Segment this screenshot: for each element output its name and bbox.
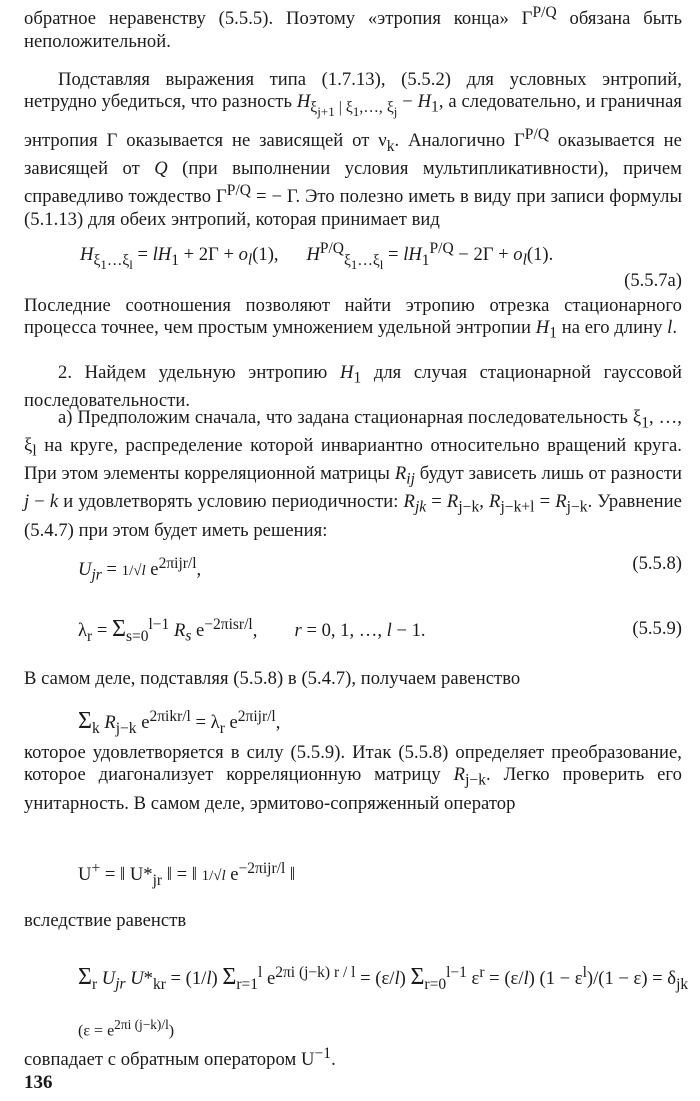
- paragraph-5: а) Предположим сначала, что задана стационарная последовательность $\xi_1$, …, $\xi_l$ на круге, распределение которой инвариантно относительно вращений круга. При этом элементы корреляционной матрицы $R_{ij}$ будут зависеть лишь от разности j − k и удовлетворять условию периодичности: $R_{jk} = R_{j-k}$, $R_{j-k+l} = R_{j-k}$. Уравнение (5.4.7) при этом будет иметь решения:: [24, 407, 682, 541]
- paragraph-3: Последние соотношения позволяют найти этропию отрезка стационарного процесса точнее, чем простым умножением удельной энтропии $H_1$ на его длину l.: [24, 295, 682, 343]
- equation-5-5-8: $U_{jr} = 1/√l$ $e^{2\pi ijr/l}$,: [78, 555, 202, 584]
- paragraph-7: которое удовлетворяется в силу (5.5.9). Итак (5.5.8) определяет преобразование, которое диагонализует корреляционную матрицу $R_{j-k}$. Легко проверить его унитарность. В самом деле, эрмитово-сопряженный оператор: [24, 742, 682, 814]
- equation-label-5-5-7a: (5.5.7a): [624, 270, 682, 291]
- equation-5-5-7a: $H_{\xi_1\dots\xi_l} = lH_1 + 2\Gamma + o_l(1)$, $H^{P/Q}_{\xi_1\dots\xi_l} = lH_1^{P/Q} - 2\Gamma + o_l(1)$.: [80, 240, 554, 272]
- equation-substitution: $\Sigma_k$ $R_{j-k}$ $e^{2\pi ikr/l} = \lambda_r$ $e^{2\pi ijr/l}$,: [78, 708, 281, 737]
- paragraph-4: 2. Найдем удельную энтропию $H_1$ для случая стационарной гауссовой последовательности.: [24, 362, 682, 412]
- equation-hermitian-operator: U+ = ‖ $U*_{jr}$ ‖ = ‖ 1/√l $e^{-2\pi ijr/l}$ ‖: [78, 860, 296, 889]
- equation-label-5-5-8: (5.5.8): [632, 553, 682, 574]
- page-number: 136: [24, 1072, 53, 1093]
- paragraph-1: обратное неравенству (5.5.5). Поэтому «этропия конца» $\Gamma^{P/Q}$ обязана быть неположительной.: [24, 4, 682, 52]
- equation-5-5-9: $\lambda_r = \Sigma_{s=0}^{l-1}$ $R_s$ $e^{-2\pi isr/l}$, r = 0, 1, …, l − 1.: [78, 616, 426, 645]
- equation-epsilon-definition: $(\varepsilon = e^{2\pi i (j-k)/l})$: [78, 1017, 175, 1040]
- paragraph-8: вследствие равенств: [24, 910, 187, 931]
- paragraph-2: Подставляя выражения типа (1.7.13), (5.5.2) для условных энтропий, нетрудно убедиться, что разность $H_{\xi_{j+1} | \xi_1,\dots, \xi_j} - H_1$, а следовательно, и граничная энтропия Γ оказывается не зависящей от $\nu_k$. Аналогично $\Gamma^{P/Q}$ оказывается не зависящей от Q (при выполнении условия мультипликативности), причем справедливо тождество $\Gamma^{P/Q}$ = − Γ. Это полезно иметь в виду при записи формулы (5.1.13) для обеих энтропий, которая принимает вид: [24, 69, 683, 230]
- paragraph-9: совпадает с обратным оператором $U^{-1}$.: [24, 1045, 336, 1071]
- paragraph-6: В самом деле, подставляя (5.5.8) в (5.4.7), получаем равенство: [24, 668, 521, 689]
- equation-unitarity: $\Sigma_r$ $U_{jr}$ $U*_{kr} = (1/l)$ $\Sigma_{r=1}^l$ $e^{2\pi i (j-k) r / l} = (\varepsilon/l)$ $\Sigma_{r=0}^{l-1}$ $\varepsilon^r = (\varepsilon/l) (1 - \varepsilon^l)/(1 - \varepsilon) = \delta_{jk}$: [78, 964, 689, 993]
- equation-label-5-5-9: (5.5.9): [632, 618, 682, 639]
